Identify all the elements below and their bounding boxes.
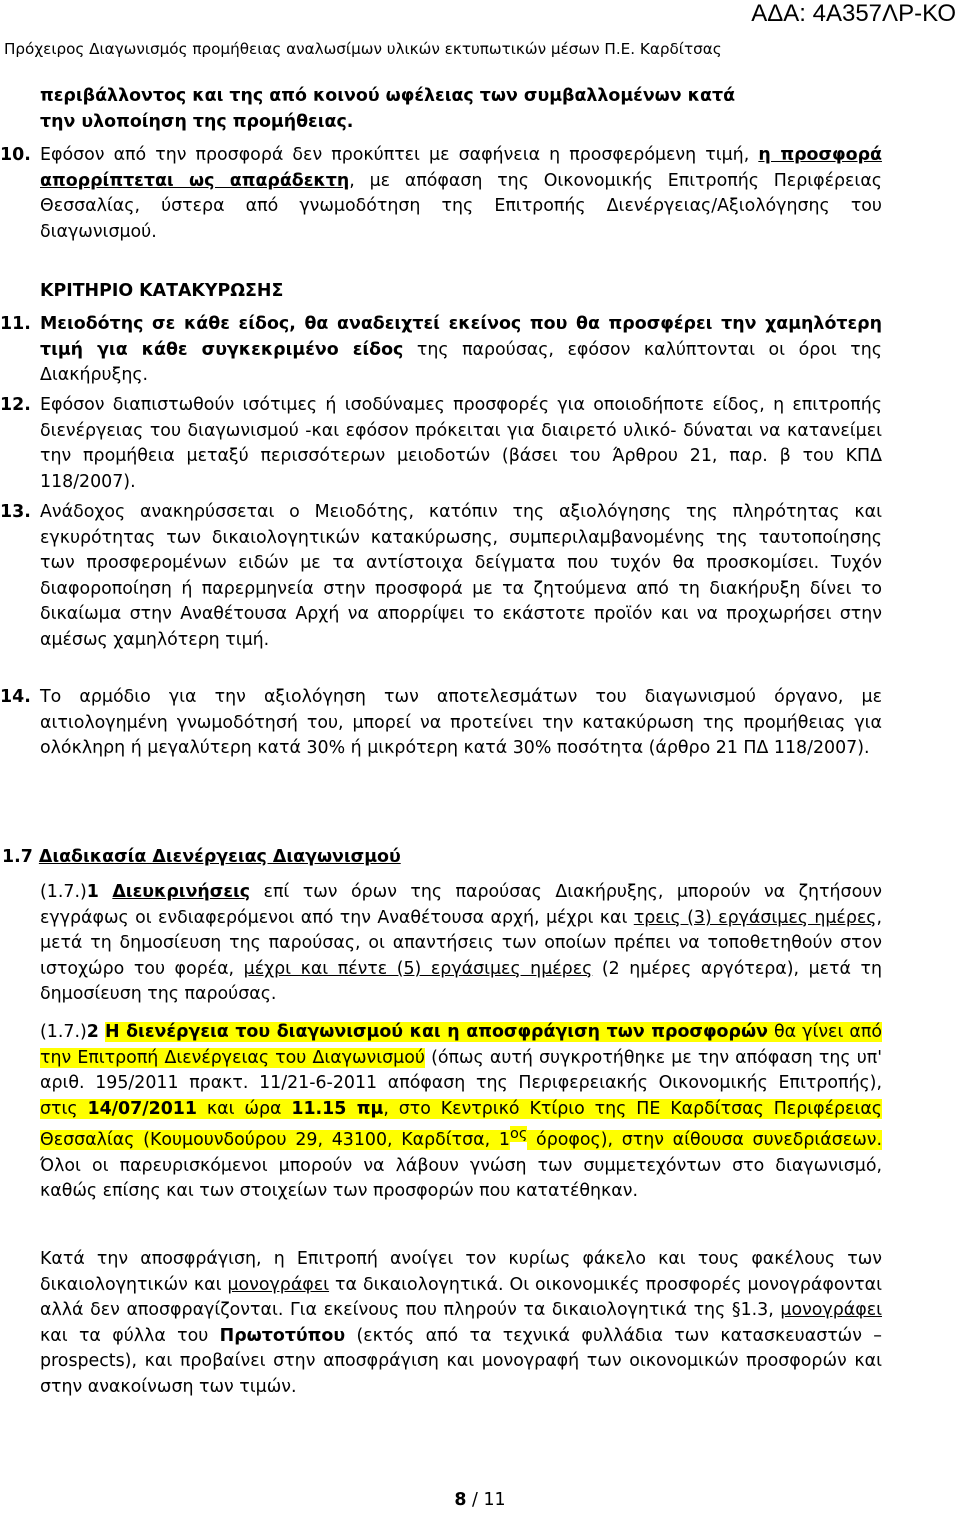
- subsection-title: Η διενέργεια του διαγωνισμού και η αποσφράγιση των προσφορών: [104, 1022, 768, 1042]
- intro-paragraph: [40, 84, 882, 135]
- list-item-10: [0, 143, 882, 245]
- original-label: Πρωτοτύπου: [219, 1325, 346, 1346]
- item-text: της παρούσας, εφόσον καλύπτονται οι όροι της Διακήρυξης.: [40, 339, 882, 386]
- list-item-14: [0, 685, 882, 762]
- opening-paragraph: [40, 1247, 882, 1401]
- list-item-11: [0, 312, 882, 389]
- initials-1: μονογράφει: [227, 1274, 330, 1295]
- item-number: 12.: [0, 395, 31, 415]
- item-number: 11.: [0, 314, 31, 334]
- criterion-heading: ΚΡΙΤΗΡΙΟ ΚΑΤΑΚΥΡΩΣΗΣ: [40, 281, 284, 301]
- date: 14/07/2011: [87, 1098, 197, 1119]
- location: , στο Κεντρικό Κτίριο της ΠΕ Καρδίτσας Περιφέρειας Θεσσαλίας (Κουμουνδούρου 29, 43100, Καρδίτσα, 1: [40, 1098, 882, 1151]
- subsection-prefix: (1.7.): [40, 1022, 87, 1042]
- deadline-2: μέχρι και πέντε (5) εργάσιμες ημέρες: [243, 958, 593, 979]
- item-number: 13.: [0, 502, 31, 522]
- text: τα δικαιολογητικά. Οι οικονομικές προσφορές μονογράφονται αλλά δεν αποσφραγίζονται. Για εκείνους που πληρούν τα δικαιολογητικά της §1.3,: [40, 1274, 882, 1321]
- item-text: , με απόφαση της Οικονομικής Επιτροπής Περιφέρειας Θεσσαλίας, ύστερα από γνωμοδότηση της Επιτροπής Διενέργειας/Αξιολόγησης του διαγωνισμού.: [40, 170, 882, 242]
- subsection-1-7-2: [40, 1020, 882, 1205]
- item-number: 14.: [0, 687, 31, 707]
- page-number: [0, 1490, 960, 1510]
- intro-line-1: περιβάλλοντος και της από κοινού ωφέλειας των συμβαλλομένων κατά: [40, 86, 736, 106]
- item-text: Εφόσον διαπιστωθούν ισότιμες ή ισοδύναμες προσφορές για οποιοδήποτε είδος, η επιτροπής διενέργειας του διαγωνισμού -και εφόσον πρόκειται για διαιρετό υλικό- δύναται να κατανείμει την προμήθεια μεταξύ περισσότερων μειοδοτών (βάσει του Άρθρου 21, παρ. β του ΚΠΔ 118/2007).: [40, 395, 882, 492]
- rejection-clause: η προσφορά απορρίπτεται ως απαράδεκτη: [40, 145, 882, 191]
- text: (όπως αυτή συγκροτήθηκε με την απόφαση της υπ' αριθ. 195/2011 πρακτ. 11/21-6-2011 απόφαση της Περιφερειακής Οικονομικής Επιτροπής),: [40, 1047, 883, 1094]
- initials-2: μονογράφει: [780, 1300, 882, 1321]
- intro-line-2: την υλοποίηση της προμήθειας.: [40, 111, 354, 132]
- subsection-prefix: (1.7.): [40, 882, 87, 902]
- subsection-title: Διευκρινήσεις: [112, 882, 251, 902]
- ada-code: ΑΔΑ: 4Α357ΛΡ-ΚΟ: [751, 0, 956, 27]
- time: 11.15 πμ: [291, 1098, 384, 1119]
- text: θα γίνει από την Επιτροπή Διενέργειας του Διαγωνισμού: [40, 1022, 882, 1068]
- list-item-12: [0, 393, 882, 495]
- item-text-bold: Μειοδότης σε κάθε είδος, θα αναδειχτεί εκείνος που θα προσφέρει την χαμηλότερη τιμή για κάθε συγκεκριμένο είδος: [40, 314, 882, 360]
- subsection-1-7-1: [40, 880, 882, 1008]
- subsection-number: 1: [86, 882, 99, 902]
- section-number: 1.7: [2, 847, 33, 867]
- running-header: Πρόχειρος Διαγωνισμός προμήθειας αναλωσίμων υλικών εκτυπωτικών μέσων Π.Ε. Καρδίτσας: [4, 40, 722, 58]
- text: και ώρα: [197, 1098, 292, 1119]
- total-pages: 11: [483, 1490, 506, 1510]
- subsection-number: 2: [86, 1022, 99, 1042]
- item-text: Ανάδοχος ανακηρύσσεται ο Μειοδότης, κατόπιν της αξιολόγησης της πληρότητας και εγκυρότητας των δικαιολογητικών κατακύρωσης, συμπεριλαμβανομένης της ταυτοποίησης των προσφερομένων ειδών με τα αντίστοιχα δείγματα που τυχόν θα προσκομίσει. Τυχόν διαφοροποίηση ή παρερμηνεία στην προσφορά με τα ζητούμενα από τη διακήρυξη δίνει το δικαίωμα στην Αναθέτουσα Αρχή να απορρίψει το εκάστοτε προϊόν και να προχωρήσει στην αμέσως χαμηλότερη τιμή.: [40, 502, 882, 650]
- ordinal-suffix: ος: [509, 1126, 528, 1143]
- item-text: Εφόσον από την προσφορά δεν προκύπτει με σαφήνεια η προσφερόμενη τιμή,: [40, 145, 750, 165]
- text: και τα φύλλα του: [40, 1325, 220, 1346]
- text: Κατά την αποσφράγιση, η Επιτροπή ανοίγει τον κυρίως φάκελο και τους φακέλους των δικαιολογητικών και: [40, 1249, 882, 1295]
- section-title: Διαδικασία Διενέργειας Διαγωνισμού: [38, 847, 401, 867]
- text: Όλοι οι παρευρισκόμενοι μπορούν να λάβουν γνώση των συμμετεχόντων στο διαγωνισμό, καθώς επίσης και των στοιχείων των προσφορών που κατατέθηκαν.: [40, 1155, 882, 1202]
- location: όροφος), στην αίθουσα συνεδριάσεων.: [527, 1130, 882, 1151]
- item-number: 10.: [0, 145, 31, 165]
- text: (εκτός από τα τεχνικά φυλλάδια των κατασκευαστών – prospects), και προβαίνει στην αποσφράγιση και μονογραφή των οικονομικών προσφορών και στην ανακοίνωση των τιμών.: [40, 1325, 882, 1397]
- section-heading: [2, 845, 844, 871]
- text: (2 ημέρες αργότερα), μετά τη δημοσίευση της παρούσας.: [40, 958, 882, 1005]
- item-text: Το αρμόδιο για την αξιολόγηση των αποτελεσμάτων του διαγωνισμού όργανο, με αιτιολογημένη γνωμοδότησή του, μπορεί να προτείνει την κατακύρωση της προμήθειας για ολόκληρη ή μεγαλύτερη κατά 30% ή μικρότερη κατά 30% ποσότητα (άρθρο 21 ΠΔ 118/2007).: [40, 687, 882, 759]
- page-sep: /: [466, 1490, 484, 1510]
- list-item-13: [0, 500, 882, 654]
- text: , μετά τη δημοσίευση της παρούσας, οι απαντήσεις των οποίων πρέπει να τοποθετηθούν στον ιστοχώρο του φορέα,: [40, 907, 882, 979]
- text: στις: [40, 1098, 88, 1119]
- text: επί των όρων της παρούσας Διακήρυξης, μπορούν να ζητήσουν εγγράφως οι ενδιαφερόμενοι από την Αναθέτουσα αρχή, μέχρι και: [40, 882, 882, 928]
- deadline-1: τρεις (3) εργάσιμες ημέρες: [633, 907, 877, 928]
- current-page: 8: [454, 1490, 467, 1510]
